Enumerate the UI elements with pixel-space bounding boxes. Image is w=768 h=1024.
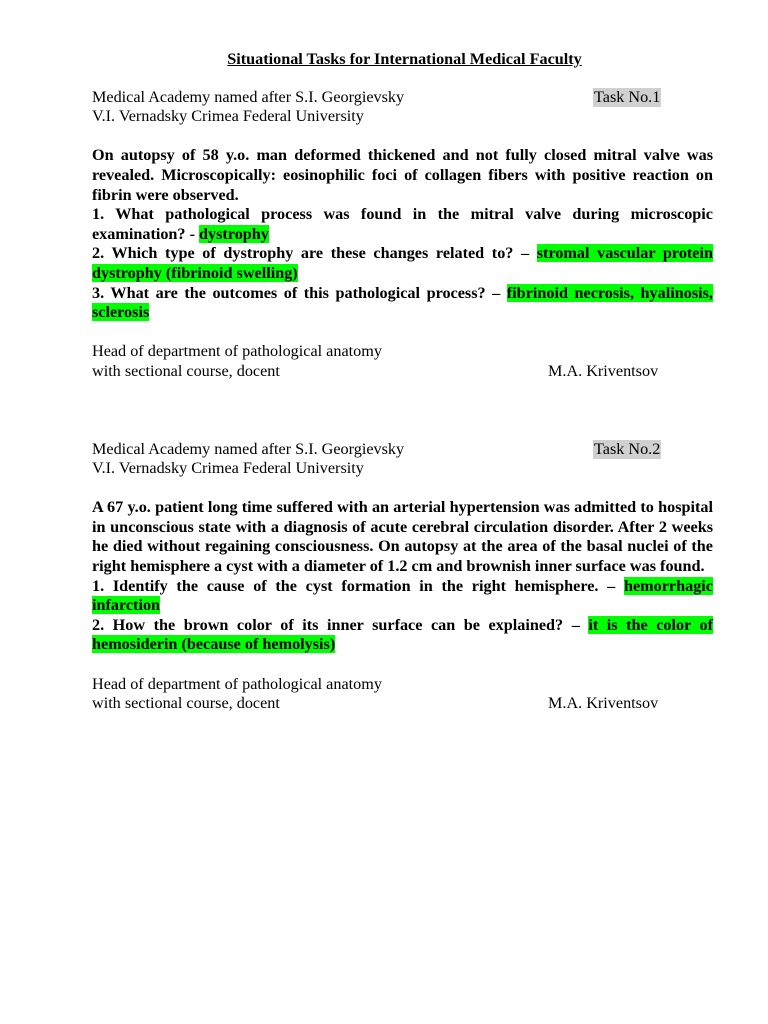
document-page [92,50,713,714]
answer-1: dystrophy [199,224,269,243]
signature-position: with sectional course, docent [92,361,280,380]
answer-2: it is the color of hemosiderin (because of hemolysis) [92,615,713,654]
case-description: On autopsy of 58 y.o. man deformed thickened and not fully closed mitral valve was revealed. Microscopically: eosinophilic foci of collagen fibers with positive reaction on fibrin were observed. [92,146,713,204]
task-number-label: Task No.2 [594,439,661,458]
answer-2: stromal vascular protein dystrophy (fibrinoid swelling) [92,244,713,282]
case-description: A 67 y.o. patient long time suffered with an arterial hypertension was admitted to hospital in unconscious state with a diagnosis of acute cerebral circulation disorder. After 2 weeks he died without regaining consciousness. On autopsy at the area of the basal nuclei of the right hemisphere a cyst with a diameter of 1.2 cm and brownish inner surface was found. [92,498,713,576]
question-2: 2. Which type of dystrophy are these changes related to? – [92,244,537,263]
signature-position: with sectional course, docent [92,694,280,713]
university-name: V.I. Vernadsky Crimea Federal University [92,459,364,478]
question-3: 3. What are the outcomes of this pathological process? – [92,283,507,302]
institution-header [92,440,713,460]
page-title: Situational Tasks for International Medical Faculty [227,50,582,68]
institution-header [92,88,713,108]
question-2: 2. How the brown color of its inner surface can be explained? – [92,615,589,634]
signer-name: M.A. Kriventsov [548,361,659,380]
task-body [92,498,713,655]
signature-title: Head of department of pathological anatomy [92,674,382,693]
question-1: 1. What pathological process was found in the mitral valve during microscopic examination? - [92,205,713,243]
signature-row [92,694,713,714]
university-name: V.I. Vernadsky Crimea Federal University [92,107,364,126]
question-1: 1. Identify the cause of the cyst formation in the right hemisphere. – [92,576,624,595]
task-body [92,146,713,322]
answer-1: hemorrhagic infarction [92,576,713,615]
task-number-label: Task No.1 [594,87,661,106]
institution-name: Medical Academy named after S.I. Georgievsky [92,439,405,458]
task-1-section [92,88,713,382]
signature-title: Head of department of pathological anatomy [92,342,382,361]
signature-row [92,362,713,382]
institution-name: Medical Academy named after S.I. Georgievsky [92,87,405,106]
task-2-section [92,440,713,714]
signer-name: M.A. Kriventsov [548,694,659,713]
answer-3: fibrinoid necrosis, hyalinosis, sclerosis [92,283,713,322]
